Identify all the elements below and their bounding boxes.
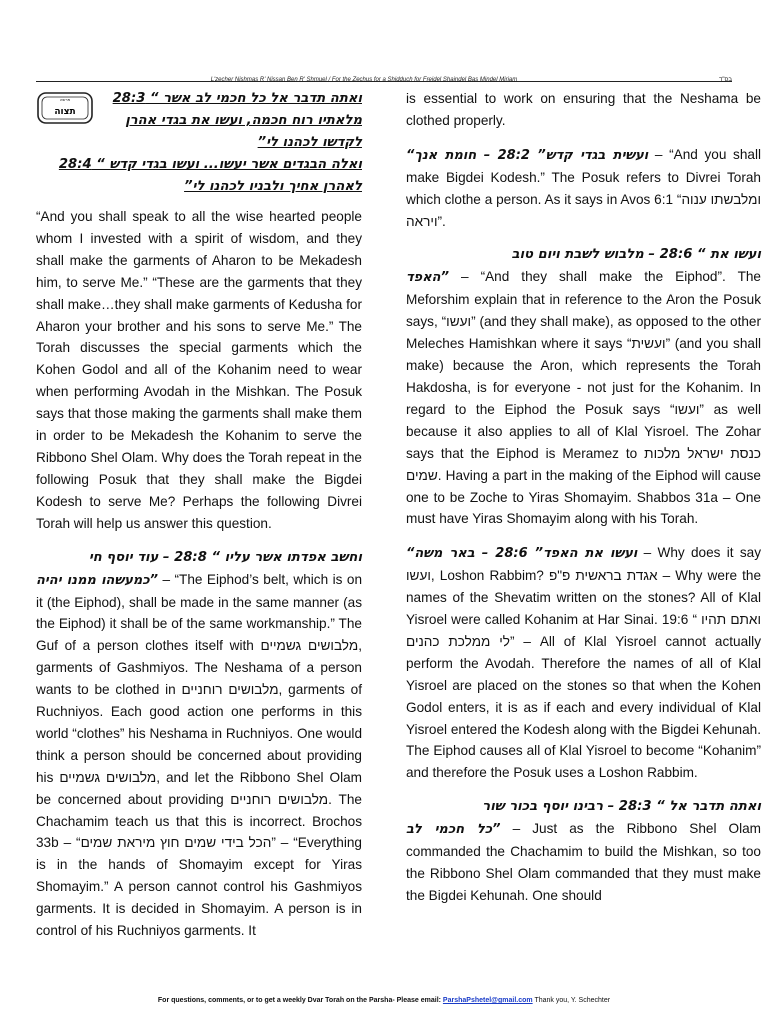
paragraph-chachamim <box>406 818 761 907</box>
heading-28-2: “ועשית בגדי קדש” 28:2 – חומת אנך <box>406 147 649 163</box>
parsha-logo-icon <box>36 90 94 126</box>
left-column <box>36 88 362 954</box>
header-rule <box>36 81 732 82</box>
heading-28-6-a-line1: ועשו את “ 28:6 – מלבוש לשבת ויום טוב <box>511 247 761 263</box>
paragraph-eiphod <box>406 266 761 530</box>
logo-text: תצוה <box>54 107 76 117</box>
paragraph-chachamim-text: – Just as the Ribbono Shel Olam commanded the Chachamim to build the Mishkan, so too the Ribbono Shel Olam commanded that they must make the Bigdei Kehunah. One should <box>406 821 761 903</box>
footer-text: For questions, comments, or to get a weekly Dvar Torah on the Parsha- Please email: <box>157 997 443 1004</box>
heading-28-3-line1: ואתה תדבר אל כל חכמי לב אשר “ 28:3 <box>112 91 362 106</box>
heading-28-8 <box>36 547 362 569</box>
heading-28-3-b-line2: כל חכמי לב” <box>406 822 501 838</box>
heading-28-4-line1: ואלה הבגדים אשר יעשו... ועשו בגדי קדש “ 28:4 <box>58 157 362 172</box>
heading-28-8-line1: וחשב אפדתו אשר עליו “ 28:8 – עוד יוסף חי <box>88 549 362 565</box>
footer-thanks: Thank you, Y. Schechter <box>532 997 611 1004</box>
heading-28-3-b <box>406 796 761 818</box>
paragraph-intro: “And you shall speak to all the wise hearted people whom I invested with a spirit of wisdom, and they shall make the garments of Aharon to be Mekadesh him, to serve Me.” “These are the garments that they shall make…they shall make garments of Kedusha for Aharon your brother and his sons to serve Me.” The Torah discusses the special garments which the Kohen Godol and all of the Kohanim need to wear when performing Avodah in the Mishkan. The Posuk says that those making the garments shall make them in order to be Mekadesh the Kohanim to serve the Ribbono Shel Olam. Why does the Torah repeat in the following Posuk that they shall make the Bigdei Kodesh to serve Me? Perhaps the following Divrei Torah will help us answer this question. <box>36 209 362 531</box>
heading-28-4-line2: לאהרן אחיך ולבניו לכהנו לי” <box>184 179 362 194</box>
heading-28-3-b-line1: ואתה תדבר אל “ 28:3 – רבינו יוסף בכור שור <box>482 799 761 815</box>
heading-28-6-a-line2: האפד” <box>406 270 449 286</box>
paragraph-loshon-rabbim <box>406 542 761 784</box>
footer-email-link[interactable]: ParshaPshetel@gmail.com <box>442 997 533 1004</box>
paragraph-bigdei-kodesh-text: – “And you shall make Bigdei Kodesh.” The Posuk refers to Divrei Torah which clothe a person. As it says in Avos 6:1 “ומלבשתו ענוה ויראה”. <box>406 146 761 229</box>
paragraph-eiphod-belt-text: – “The Eiphod’s belt, which is on it (the Eiphod), shall be made in the same manner (as the Eiphod) it shall be of the same workmanship.” The Guf of a person clothes itself with מלבושים גשמיים, garments of Gashmiyos. The Neshama of a person wants to be clothed in מלבושים רוחניים, garments of Ruchniyos. Each good action one performs in this world “clothes” his Neshama in Ruchniyos. One would think a person should be concerned about providing his מלבושים גשמיים, and let the Ribbono Shel Olam be concerned about providing מלבושים רוחניים. The Chachamim teach us that this is incorrect. Brochos 33b – “הכל בידי שמים חוץ מיראת שמים” – “Everything is in the hands of Shomayim except for Yiras Shomayim.” A person cannot control his Gashmiyos garments. It is decided in Shomayim. A person is in control of his Ruchniyos garments. It <box>36 571 363 939</box>
paragraph-continued: is essential to work on ensuring that the Neshama be clothed properly. <box>406 91 761 128</box>
paragraph-bigdei-kodesh <box>406 144 761 233</box>
paragraph-eiphod-text: – “And they shall make the Eiphod”. The Meforshim explain that in reference to the Aron the Posuk says, “ועשו” (and they shall make), as opposed to the other Meleches Hamishkan where it says “ועשית” (and you shall make) because the Aron, which represents the Torah Hakdosha, is for everyone - not just for the Kohanim. In regard to the Eiphod the Posuk says “ועשו” as well because it also applies to all of Klal Yisroel. The Zohar says that the Eiphod is Meramez to כנסת ישראל מלכות שמים. Having a part in the making of the Eiphod will cause one to be Zoche to Yiras Shomayim. Shabbos 31a – One must have Yiras Shomayim along with his Torah. <box>406 269 762 527</box>
dedication-text: L'zecher Nishmas R' Nissan Ben R' Shmuel / For the Zechus for a Shidduch for Freidel Shaindel Bas Mindel Miriam <box>210 77 518 83</box>
heading-28-3-line2: מלאתיו רוח חכמה, ועשו את בגדי אהרן <box>125 113 362 128</box>
footer <box>36 997 732 1004</box>
right-column <box>406 88 761 919</box>
heading-28-3-line3: לקדשו לכהנו לי” <box>257 135 362 150</box>
heading-28-6-a <box>406 244 761 266</box>
paragraph-loshon-rabbim-text: – Why does it say ועשו, Loshon Rabbim? אגדת בראשית פ"פ – Why were the names of the Shevatim written on the stones? All of Klal Yisroel were called Kohanim at Har Sinai. 19:6 “ ואתם תהיו לי ממלכת כהנים” – All of Klal Yisroel cannot actually perform the Avodah. Therefore the names of all of Klal Yisroel are placed on the stones so that when the Kohen Godol enters, it is as if each and every individual of Klal Yisroel entered the Kodesh along with the Bigdei Kehunah. The Eiphod causes all of Klal Yisroel to become “Kohanim” and therefore the Posuk uses a Loshon Rabbim. <box>406 545 762 781</box>
dedication-header <box>36 76 732 88</box>
logo-sub: פרשה <box>59 97 71 102</box>
heading-28-8-line2: כמעשהו ממנו יהיה” <box>36 572 159 588</box>
heading-28-6-b: “ועשו את האפד” 28:6 – באר משה <box>406 546 638 562</box>
bsd-mark: בס"ד <box>719 77 732 83</box>
paragraph-eiphod-belt <box>36 569 362 942</box>
